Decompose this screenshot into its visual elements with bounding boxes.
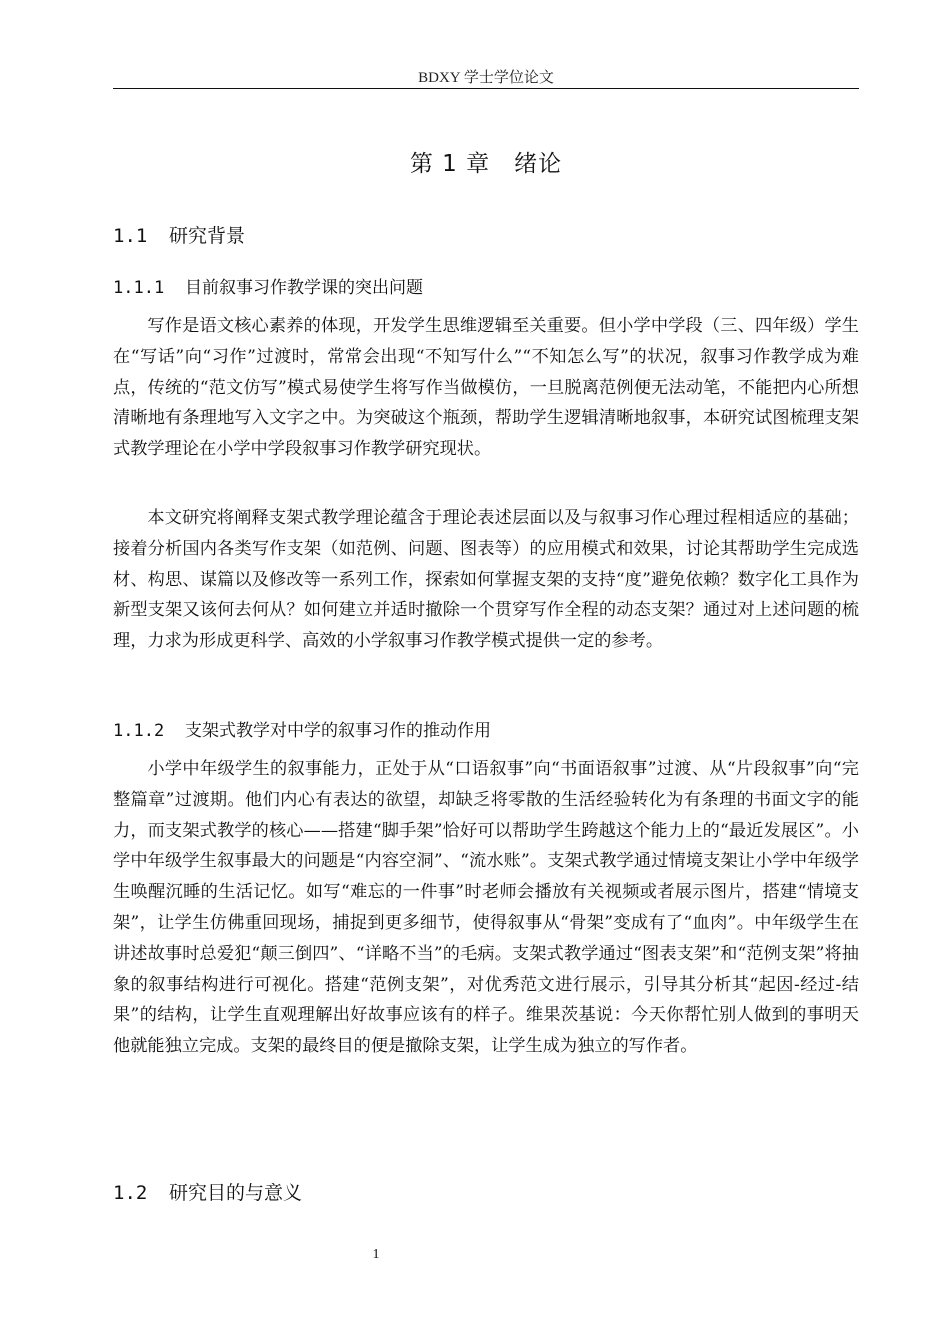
subsection-title: 支架式教学对中学的叙事习作的推动作用 bbox=[185, 721, 491, 741]
section-heading-1-1 bbox=[113, 221, 245, 248]
section-number: 1.2 bbox=[113, 1182, 148, 1204]
subsection-heading-1-1-1 bbox=[113, 273, 423, 298]
chapter-title: 第 1 章 绪论 bbox=[409, 151, 563, 177]
body-paragraph: 写作是语文核心素养的体现，开发学生思维逻辑至关重要。但小学中学段（三、四年级）学生在“写话”向“习作”过渡时，常常会出现“不知写什么”“不知怎么写”的状况，叙事习作教学成为难点，传统的“范文仿写”模式易使学生将写作当做模仿，一旦脱离范例便无法动笔，不能把内心所想清晰地有条理地写入文字之中。为突破这个瓶颈，帮助学生逻辑清晰地叙事，本研究试图梳理支架式教学理论在小学中学段叙事习作教学研究现状。 bbox=[113, 316, 859, 460]
section-title: 研究背景 bbox=[169, 225, 246, 247]
subsection-heading-1-1-2 bbox=[113, 716, 491, 741]
running-header: BDXY 学士学位论文 bbox=[418, 70, 554, 86]
subsection-title: 目前叙事习作教学课的突出问题 bbox=[185, 278, 423, 298]
section-title: 研究目的与意义 bbox=[169, 1182, 303, 1204]
header-rule bbox=[113, 88, 859, 89]
page-number: 1 bbox=[372, 1247, 380, 1262]
section-heading-1-2 bbox=[113, 1178, 302, 1205]
body-paragraph: 小学中年级学生的叙事能力，正处于从“口语叙事”向“书面语叙事”过渡、从“片段叙事”向“完整篇章”过渡期。他们内心有表达的欲望，却缺乏将零散的生活经验转化为有条理的书面文字的能力，而支架式教学的核心——搭建“脚手架”恰好可以帮助学生跨越这个能力上的“最近发展区”。小学中年级学生叙事最大的问题是“内容空洞”、“流水账”。支架式教学通过情境支架让小学中年级学生唤醒沉睡的生活记忆。如写“难忘的一件事”时老师会播放有关视频或者展示图片，搭建“情境支架”，让学生仿佛重回现场，捕捉到更多细节，使得叙事从“骨架”变成有了“血肉”。中年级学生在讲述故事时总爱犯“颠三倒四”、“详略不当”的毛病。支架式教学通过“图表支架”和“范例支架”将抽象的叙事结构进行可视化。搭建“范例支架”，对优秀范文进行展示，引导其分析其“起因-经过-结果”的结构，让学生直观理解出好故事应该有的样子。维果茨基说：今天你帮忙别人做到的事明天他就能独立完成。支架的最终目的便是撤除支架，让学生成为独立的写作者。 bbox=[113, 759, 859, 1057]
body-paragraph: 本文研究将阐释支架式教学理论蕴含于理论表述层面以及与叙事习作心理过程相适应的基础；接着分析国内各类写作支架（如范例、问题、图表等）的应用模式和效果，讨论其帮助学生完成选材、构思、谋篇以及修改等一系列工作，探索如何掌握支架的支持“度”避免依赖？数字化工具作为新型支架又该何去何从？如何建立并适时撤除一个贯穿写作全程的动态支架？通过对上述问题的梳理，力求为形成更科学、高效的小学叙事习作教学模式提供一定的参考。 bbox=[113, 508, 859, 652]
subsection-number: 1.1.1 bbox=[113, 278, 165, 298]
section-number: 1.1 bbox=[113, 225, 148, 247]
subsection-number: 1.1.2 bbox=[113, 721, 165, 741]
